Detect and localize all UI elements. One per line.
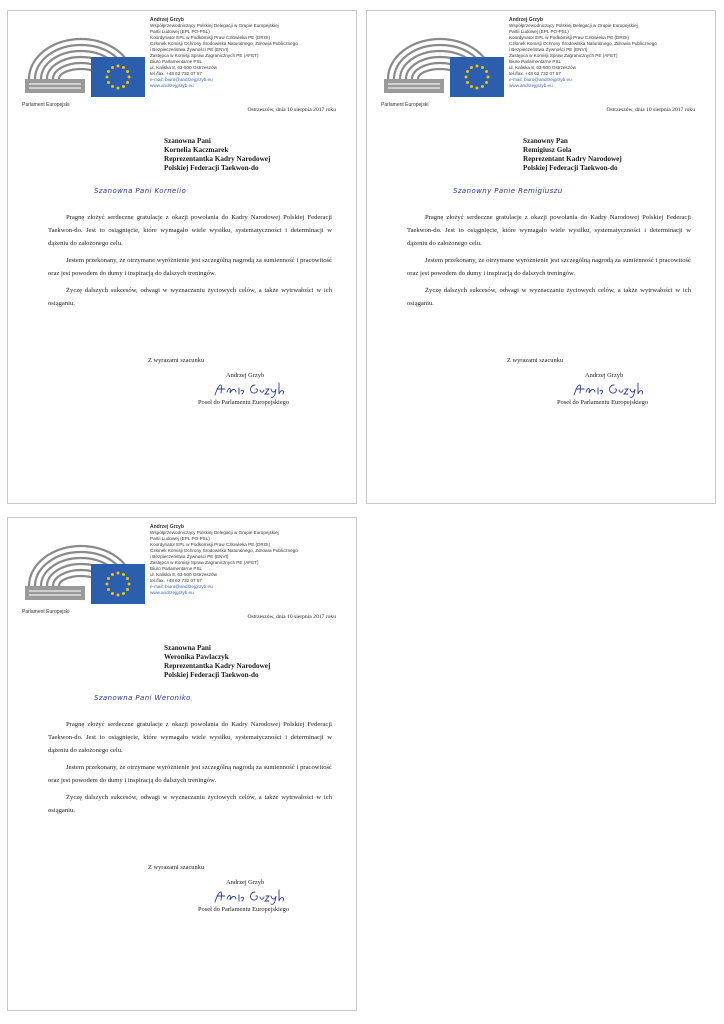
- letterhead-line: Partii Ludowej (EPL PO-PSL): [150, 536, 210, 541]
- eu-star-icon: [111, 85, 114, 88]
- letterhead-line: Współprzewodniczący Polskiej Delegacji w Grupie Europejskiej: [150, 23, 279, 28]
- eu-star-icon: [466, 70, 469, 73]
- letterhead-line: ul. Kaliska 8, 63-500 Ostrzeszów: [150, 572, 217, 577]
- european-parliament-logo: [384, 29, 506, 101]
- eu-star-icon: [485, 70, 488, 73]
- recipient-line: Szanowny Pan: [523, 137, 568, 145]
- logo-caption: Parlament Europejski: [22, 102, 70, 108]
- letterhead-line: Zastępca w Komisji Spraw Zagranicznych PE (AFET): [150, 53, 259, 58]
- european-parliament-logo: [25, 536, 147, 608]
- eu-star-icon: [128, 76, 131, 79]
- recipient-line: Reprezentantka Kadry Narodowej: [164, 155, 271, 163]
- letterhead-email: e-mail: biuro@andrzejgrzyb.eu: [509, 77, 572, 82]
- handwritten-salutation: Szanowna Pani Kornelio: [94, 187, 187, 195]
- eu-star-icon: [107, 81, 110, 84]
- letter-1: [7, 10, 357, 504]
- letterhead-website: www.andrzejgrzyb.eu: [150, 590, 194, 595]
- eu-star-icon: [126, 577, 129, 580]
- european-parliament-logo: [25, 29, 147, 101]
- handwritten-salutation: Szanowny Panie Remigiuszu: [453, 187, 563, 195]
- letterhead-line: Koordynator EPL w Podkomisji Praw Człowieka PE (DROI): [150, 542, 271, 547]
- letterhead-website: www.andrzejgrzyb.eu: [150, 83, 194, 88]
- eu-star-icon: [122, 66, 125, 69]
- letterhead-line: Koordynator EPL w Podkomisji Praw Człowieka PE (DROI): [150, 35, 271, 40]
- letterhead-line: tel./fax. +48 62 732 07 57: [150, 578, 202, 583]
- letterhead-email: e-mail: biuro@andrzejgrzyb.eu: [150, 77, 213, 82]
- eu-star-icon: [470, 66, 473, 69]
- letterhead-email: e-mail: biuro@andrzejgrzyb.eu: [150, 584, 213, 589]
- recipient-line: Polskiej Federacji Taekwon-do: [523, 164, 618, 172]
- letter-3: [7, 517, 357, 1011]
- closing-phrase: Z wyrazami szacunku: [507, 357, 564, 364]
- recipient-line: Szanowna Pani: [164, 644, 211, 652]
- handwritten-signature: [211, 379, 291, 399]
- body-paragraph: Jestem przekonany, że otrzymane wyróżnienie jest szczególną nagrodą za sumienność i pracowitość oraz jest powodem do dumy i inspiracją do dalszych treningów.: [407, 257, 691, 277]
- letterhead-name: Andrzej Grzyb: [150, 17, 184, 23]
- logo-caption: Parlament Europejski: [22, 609, 70, 615]
- letterhead-line: Zastępca w Komisji Spraw Zagranicznych PE (AFET): [150, 560, 259, 565]
- recipient-line: Kornelia Kaczmarek: [164, 146, 229, 154]
- eu-star-icon: [122, 592, 125, 595]
- eu-star-icon: [476, 65, 479, 68]
- letterhead-line: Biuro Parlamentarne PSL: [509, 59, 562, 64]
- letterhead-line: Biuro Parlamentarne PSL: [150, 566, 203, 571]
- closing-phrase: Z wyrazami szacunku: [148, 357, 205, 364]
- handwritten-signature: [570, 379, 650, 399]
- handwritten-signature: [211, 886, 291, 906]
- letterhead-line: Partii Ludowej (EPL PO-PSL): [150, 29, 210, 34]
- letterhead-line: tel./fax. +48 62 732 07 57: [509, 71, 561, 76]
- letterhead-line: Partii Ludowej (EPL PO-PSL): [509, 29, 569, 34]
- eu-star-icon: [126, 588, 129, 591]
- letterhead-line: Koordynator EPL w Podkomisji Praw Człowieka PE (DROI): [509, 35, 630, 40]
- eu-star-icon: [106, 583, 109, 586]
- eu-star-icon: [107, 70, 110, 73]
- letterhead-line: Współprzewodniczący Polskiej Delegacji w Grupie Europejskiej: [509, 23, 638, 28]
- recipient-line: Reprezentant Kadry Narodowej: [523, 155, 622, 163]
- sender-name: Andrzej Grzyb: [226, 372, 265, 379]
- eu-star-icon: [111, 573, 114, 576]
- eu-star-icon: [107, 577, 110, 580]
- eu-star-icon: [117, 65, 120, 68]
- eu-star-icon: [111, 592, 114, 595]
- body-paragraph: Jestem przekonany, że otrzymane wyróżnienie jest szczególną nagrodą za sumienność i pracowitość oraz jest powodem do dumy i inspiracją do dalszych treningów.: [48, 764, 332, 784]
- letterhead: [150, 17, 350, 89]
- letterhead-line: Biuro Parlamentarne PSL: [150, 59, 203, 64]
- body-paragraph: Życzę dalszych sukcesów, odwagi w wyznaczaniu życiowych celów, a także wytrwałości w ich osiąganiu.: [48, 287, 332, 307]
- letterhead-line: tel./fax. +48 62 732 07 57: [150, 71, 202, 76]
- letterhead-line: Członek Komisji Ochrony Środowiska Naturalnego, Zdrowia Publicznego: [150, 548, 298, 553]
- recipient-block: [164, 137, 270, 173]
- letterhead-line: ul. Kaliska 8, 63-500 Ostrzeszów: [509, 65, 576, 70]
- eu-star-icon: [476, 87, 479, 90]
- body-paragraph: Pragnę złożyć serdeczne gratulacje z okazji powołania do Kadry Narodowej Polskiej Federacji Taekwon-do. Jest to osiągnięcie, które wymagało wiele wysiłku, systematyczności i determinacji w dążeniu do założonego celu.: [48, 721, 332, 754]
- letterhead-line: Zastępca w Komisji Spraw Zagranicznych PE (AFET): [509, 53, 618, 58]
- body-paragraph: Pragnę złożyć serdeczne gratulacje z okazji powołania do Kadry Narodowej Polskiej Federacji Taekwon-do. Jest to osiągnięcie, które wymagało wiele wysiłku, systematyczności i determinacji w dążeniu do założonego celu.: [48, 214, 332, 247]
- letterhead-name: Andrzej Grzyb: [509, 17, 543, 23]
- letter-body: [48, 211, 332, 314]
- letterhead-line: ul. Kaliska 8, 63-500 Ostrzeszów: [150, 65, 217, 70]
- letterhead-line: Członek Komisji Ochrony Środowiska Naturalnego, Zdrowia Publicznego: [509, 41, 657, 46]
- sender-name: Andrzej Grzyb: [585, 372, 624, 379]
- eu-star-icon: [117, 594, 120, 597]
- recipient-line: Weronika Pawlaczyk: [164, 653, 229, 661]
- recipient-line: Polskiej Federacji Taekwon-do: [164, 671, 259, 679]
- letterhead-line: i Bezpieczeństwa Żywności PE (ENVI): [150, 47, 229, 52]
- letter-body: [407, 211, 691, 314]
- letter-date: Ostrzeszów, dnia 10 sierpnia 2017 roku: [247, 107, 336, 113]
- eu-star-icon: [126, 81, 129, 84]
- eu-star-icon: [106, 76, 109, 79]
- logo-caption: Parlament Europejski: [381, 102, 429, 108]
- eu-star-icon: [126, 70, 129, 73]
- body-paragraph: Jestem przekonany, że otrzymane wyróżnienie jest szczególną nagrodą za sumienność i pracowitość oraz jest powodem do dumy i inspiracją do dalszych treningów.: [48, 257, 332, 277]
- recipient-line: Polskiej Federacji Taekwon-do: [164, 164, 259, 172]
- eu-star-icon: [111, 66, 114, 69]
- letterhead-line: i Bezpieczeństwa Żywności PE (ENVI): [150, 554, 229, 559]
- recipient-line: Reprezentantka Kadry Narodowej: [164, 662, 271, 670]
- eu-star-icon: [481, 85, 484, 88]
- recipient-block: [164, 644, 270, 680]
- letterhead-line: Członek Komisji Ochrony Środowiska Naturalnego, Zdrowia Publicznego: [150, 41, 298, 46]
- eu-star-icon: [470, 85, 473, 88]
- recipient-line: Szanowna Pani: [164, 137, 211, 145]
- eu-star-icon: [485, 81, 488, 84]
- letterhead-name: Andrzej Grzyb: [150, 524, 184, 530]
- recipient-line: Remigiusz Gola: [523, 146, 572, 154]
- sender-name: Andrzej Grzyb: [226, 879, 265, 886]
- sender-position: Poseł do Parlamentu Europejskiego: [198, 906, 290, 913]
- letterhead: [509, 17, 709, 89]
- body-paragraph: Życzę dalszych sukcesów, odwagi w wyznaczaniu życiowych celów, a także wytrwałości w ich osiąganiu.: [407, 287, 691, 307]
- letterhead-line: Współprzewodniczący Polskiej Delegacji w Grupie Europejskiej: [150, 530, 279, 535]
- body-paragraph: Pragnę złożyć serdeczne gratulacje z okazji powołania do Kadry Narodowej Polskiej Federacji Taekwon-do. Jest to osiągnięcie, które wymagało wiele wysiłku, systematyczności i determinacji w dążeniu do założonego celu.: [407, 214, 691, 247]
- sender-position: Poseł do Parlamentu Europejskiego: [198, 399, 290, 406]
- eu-star-icon: [466, 81, 469, 84]
- letterhead: [150, 524, 350, 596]
- eu-star-icon: [128, 583, 131, 586]
- eu-star-icon: [117, 572, 120, 575]
- eu-star-icon: [122, 573, 125, 576]
- letter-date: Ostrzeszów, dnia 10 sierpnia 2017 roku: [606, 107, 695, 113]
- letter-body: [48, 718, 332, 821]
- eu-star-icon: [107, 588, 110, 591]
- recipient-block: [523, 137, 622, 173]
- handwritten-salutation: Szanowna Pani Weroniko: [94, 694, 191, 702]
- sender-position: Poseł do Parlamentu Europejskiego: [557, 399, 649, 406]
- letter-2: [366, 10, 716, 504]
- letter-date: Ostrzeszów, dnia 10 sierpnia 2017 roku: [247, 614, 336, 620]
- eu-star-icon: [487, 76, 490, 79]
- eu-star-icon: [481, 66, 484, 69]
- eu-star-icon: [122, 85, 125, 88]
- closing-phrase: Z wyrazami szacunku: [148, 864, 205, 871]
- eu-star-icon: [465, 76, 468, 79]
- letterhead-line: i Bezpieczeństwa Żywności PE (ENVI): [509, 47, 588, 52]
- letterhead-website: www.andrzejgrzyb.eu: [509, 83, 553, 88]
- body-paragraph: Życzę dalszych sukcesów, odwagi w wyznaczaniu życiowych celów, a także wytrwałości w ich osiąganiu.: [48, 794, 332, 814]
- eu-star-icon: [117, 87, 120, 90]
